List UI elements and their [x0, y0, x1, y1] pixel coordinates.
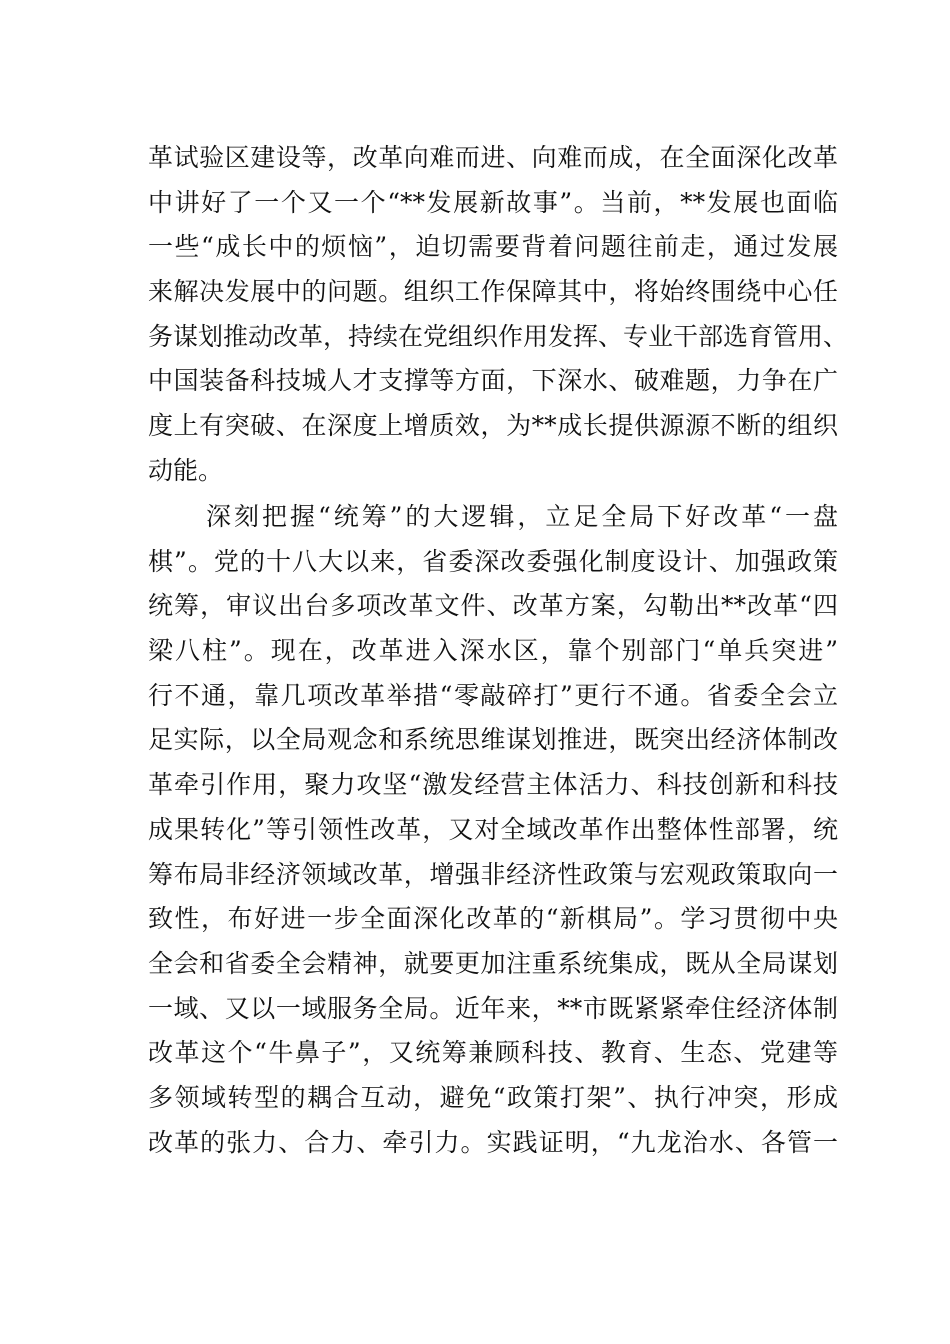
text-line: 度上有突破、在深度上增质效，为**成长提供源源不断的组织: [148, 411, 838, 441]
text-line: 中讲好了一个又一个“**发展新故事”。当前，**发展也面临: [148, 187, 838, 217]
paragraph-tongchou: [148, 495, 838, 1165]
text-line: 改革的张力、合力、牵引力。实践证明，“九龙治水、各管一: [148, 1127, 838, 1157]
paragraph-heading-line: 深刻把握“统筹”的大逻辑，立足全局下好改革“一盘: [206, 502, 838, 531]
paragraph-continuation: [148, 136, 849, 494]
text-line: 致性，布好进一步全面深化改革的“新棋局”。学习贯彻中央: [148, 904, 838, 934]
text-line: 革牵引作用，聚力攻坚“激发经营主体活力、科技创新和科技: [148, 770, 838, 800]
text-line: 行不通，靠几项改革举措“零敲碎打”更行不通。省委全会立: [148, 680, 838, 710]
text-line: 全会和省委全会精神，就要更加注重系统集成，既从全局谋划: [148, 948, 838, 978]
text-line-last: 动能。: [148, 455, 224, 485]
text-line: 筹布局非经济领域改革，增强非经济性政策与宏观政策取向一: [148, 859, 838, 889]
text-line: 来解决发展中的问题。组织工作保障其中，将始终围绕中心任: [148, 277, 838, 307]
text-line: 多领域转型的耦合互动，避免“政策打架”、执行冲突，形成: [148, 1082, 838, 1112]
text-line: 梁八柱”。现在，改革进入深水区，靠个别部门“单兵突进”: [148, 636, 838, 666]
text-line: 革试验区建设等，改革向难而进、向难而成，在全面深化改革: [148, 143, 838, 172]
text-line: 务谋划推动改革，持续在党组织作用发挥、专业干部选育管用、: [148, 321, 849, 351]
text-line: 一些“成长中的烦恼”，迫切需要背着问题往前走，通过发展: [148, 232, 838, 262]
text-line: 统筹，审议出台多项改革文件、改革方案，勾勒出**改革“四: [148, 591, 838, 621]
text-line: 足实际，以全局观念和系统思维谋划推进，既突出经济体制改: [148, 725, 838, 755]
text-line: 棋”。党的十八大以来，省委深改委强化制度设计、加强政策: [148, 546, 838, 576]
text-line: 一域、又以一域服务全局。近年来，**市既紧紧牵住经济体制: [148, 993, 838, 1023]
text-line: 中国装备科技城人才支撑等方面，下深水、破难题，力争在广: [148, 366, 838, 396]
text-line: 成果转化”等引领性改革，又对全域改革作出整体性部署，统: [148, 814, 838, 844]
text-line: 改革这个“牛鼻子”，又统筹兼顾科技、教育、生态、党建等: [148, 1038, 838, 1068]
